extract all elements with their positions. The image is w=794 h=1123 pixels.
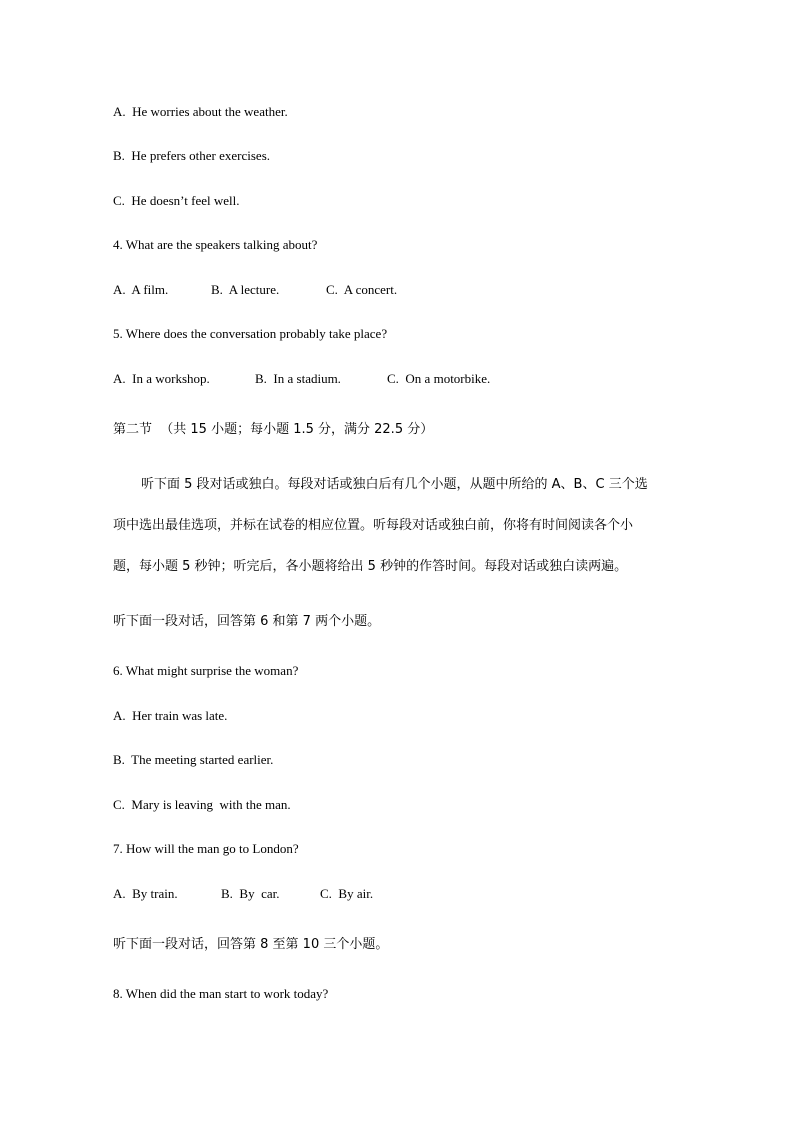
section2-instructions-line1: 听下面 5 段对话或独白。每段对话或独白后有几个小题，从题中所给的 A、B、C 三个选 <box>141 477 648 492</box>
q7-question: 7. How will the man go to London? <box>113 841 299 856</box>
q3-option-c: C. He doesn’t feel well. <box>113 193 240 208</box>
dialogue-8-10-intro: 听下面一段对话，回答第 8 至第 10 三个小题。 <box>113 937 389 952</box>
q5-option-a: A. In a workshop. <box>113 371 210 386</box>
section2-instructions-line3: 题，每小题 5 秒钟；听完后，各小题将给出 5 秒钟的作答时间。每段对话或独白读两遍。 <box>113 559 628 574</box>
q6-option-a: A. Her train was late. <box>113 708 228 723</box>
dialogue-6-7-intro: 听下面一段对话，回答第 6 和第 7 两个小题。 <box>113 614 381 629</box>
q8-question: 8. When did the man start to work today? <box>113 986 329 1001</box>
q3-option-b: B. He prefers other exercises. <box>113 148 271 163</box>
section2-instructions-line2: 项中选出最佳选项，并标在试卷的相应位置。听每段对话或独白前，你将有时间阅读各个小 <box>113 518 634 533</box>
q4-option-a: A. A film. <box>113 282 169 297</box>
q6-question: 6. What might surprise the woman? <box>113 663 299 678</box>
q7-option-c: C. By air. <box>320 886 374 901</box>
q7-option-b: B. By car. <box>221 886 280 901</box>
q4-option-b: B. A lecture. <box>211 282 280 297</box>
q3-option-a: A. He worries about the weather. <box>113 104 288 119</box>
q7-option-a: A. By train. <box>113 886 178 901</box>
q5-option-b: B. In a stadium. <box>255 371 341 386</box>
q6-option-b: B. The meeting started earlier. <box>113 752 274 767</box>
q4-question: 4. What are the speakers talking about? <box>113 237 318 252</box>
q4-option-c: C. A concert. <box>326 282 398 297</box>
q5-question: 5. Where does the conversation probably take place? <box>113 326 388 341</box>
q6-option-c: C. Mary is leaving with the man. <box>113 797 291 812</box>
q5-option-c: C. On a motorbike. <box>387 371 491 386</box>
section2-heading: 第二节 （共 15 小题；每小题 1.5 分，满分 22.5 分） <box>113 422 434 437</box>
